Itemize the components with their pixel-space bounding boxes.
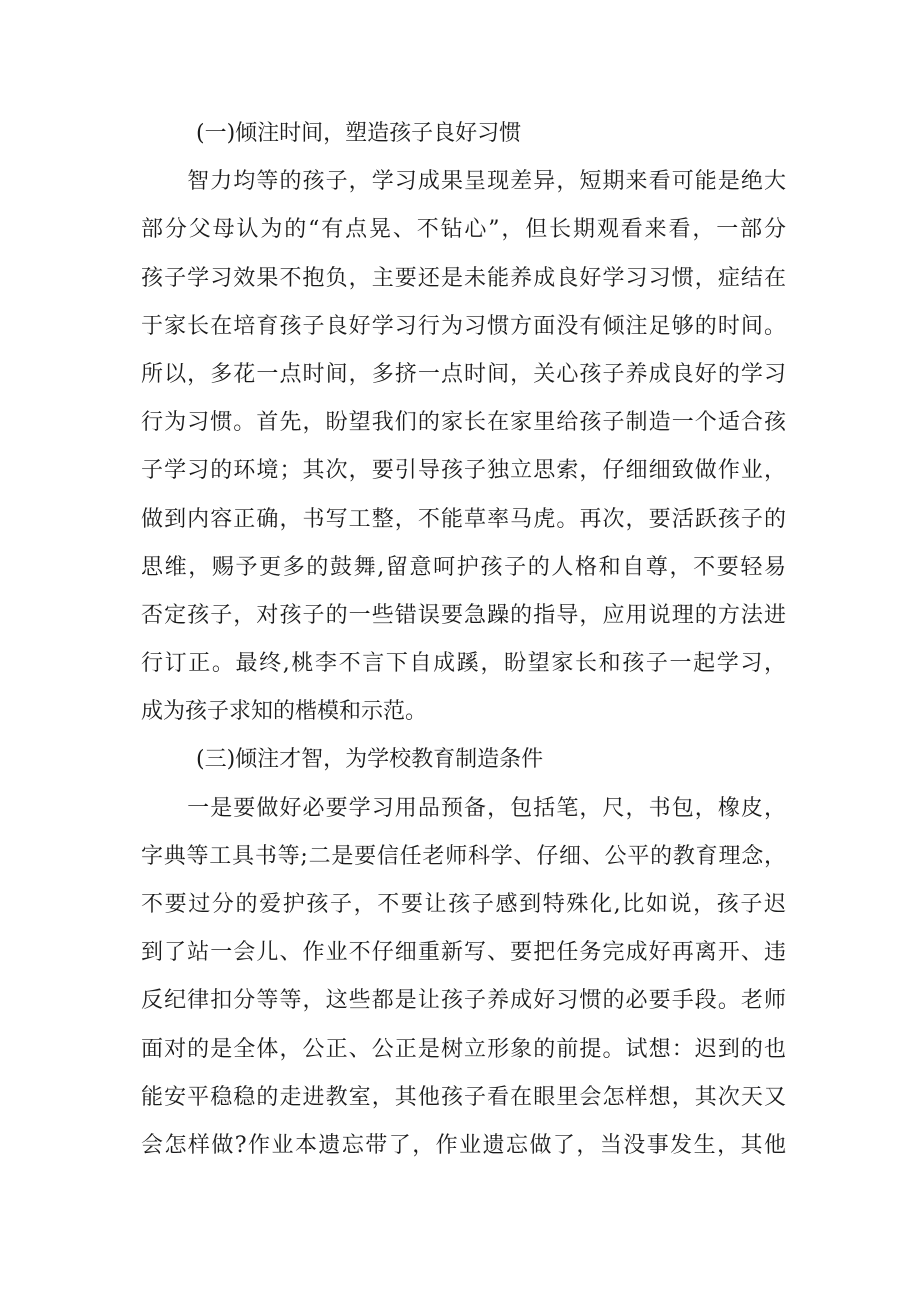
paragraph-line: 反纪律扣分等等，这些都是让孩子养成好习惯的必要手段。老师 xyxy=(141,988,786,1014)
section-heading-2: (三)倾注才智，为学校教育制造条件 xyxy=(196,747,544,773)
paragraph-line: 字典等工具书等;二是要信任老师科学、仔细、公平的教育理念， xyxy=(141,843,786,869)
paragraph-line: 否定孩子，对孩子的一些错误要急躁的指导，应用说理的方法进 xyxy=(141,602,786,628)
paragraph-line: 能安平稳稳的走进教室，其他孩子看在眼里会怎样想，其次天又 xyxy=(141,1084,786,1110)
paragraph-line: 做到内容正确，书写工整，不能草率马虎。再次，要活跃孩子的 xyxy=(141,506,786,532)
document-body xyxy=(141,110,786,1170)
paragraph-line: 面对的是全体，公正、公正是树立形象的前提。试想：迟到的也 xyxy=(141,1036,786,1062)
section-heading-1: (一)倾注时间，塑造孩子良好习惯 xyxy=(196,121,522,146)
paragraph-line: 智力均等的孩子，学习成果呈现差异，短期来看可能是绝大 xyxy=(141,169,786,195)
paragraph-line: 子学习的环境；其次，要引导孩子独立思索，仔细细致做作业， xyxy=(141,458,786,484)
paragraph-line: 思维，赐予更多的鼓舞,留意呵护孩子的人格和自尊，不要轻易 xyxy=(141,554,786,580)
paragraph-line: 成为孩子求知的楷模和示范。 xyxy=(141,699,428,725)
paragraph-line: 孩子学习效果不抱负，主要还是未能养成良好学习习惯，症结在 xyxy=(141,265,786,291)
paragraph-line: 所以，多花一点时间，多挤一点时间，关心孩子养成良好的学习 xyxy=(141,361,786,387)
paragraph-line: 不要过分的爱护孩子，不要让孩子感到特殊化,比如说，孩子迟 xyxy=(141,892,786,917)
paragraph-line: 行订正。最终,桃李不言下自成蹊，盼望家长和孩子一起学习， xyxy=(141,651,786,677)
paragraph-line: 于家长在培育孩子良好学习行为习惯方面没有倾注足够的时间。 xyxy=(141,313,786,339)
paragraph-line: 行为习惯。首先，盼望我们的家长在家里给孩子制造一个适合孩 xyxy=(141,410,786,436)
paragraph-line: 部分父母认为的“有点晃、不钻心”，但长期观看来看，一部分 xyxy=(141,217,786,243)
paragraph-line: 会怎样做?作业本遗忘带了，作业遗忘做了，当没事发生，其他 xyxy=(141,1132,786,1158)
paragraph-line: 一是要做好必要学习用品预备，包括笔，尺，书包，橡皮， xyxy=(141,795,786,821)
paragraph-line: 到了站一会儿、作业不仔细重新写、要把任务完成好再离开、违 xyxy=(141,940,786,966)
